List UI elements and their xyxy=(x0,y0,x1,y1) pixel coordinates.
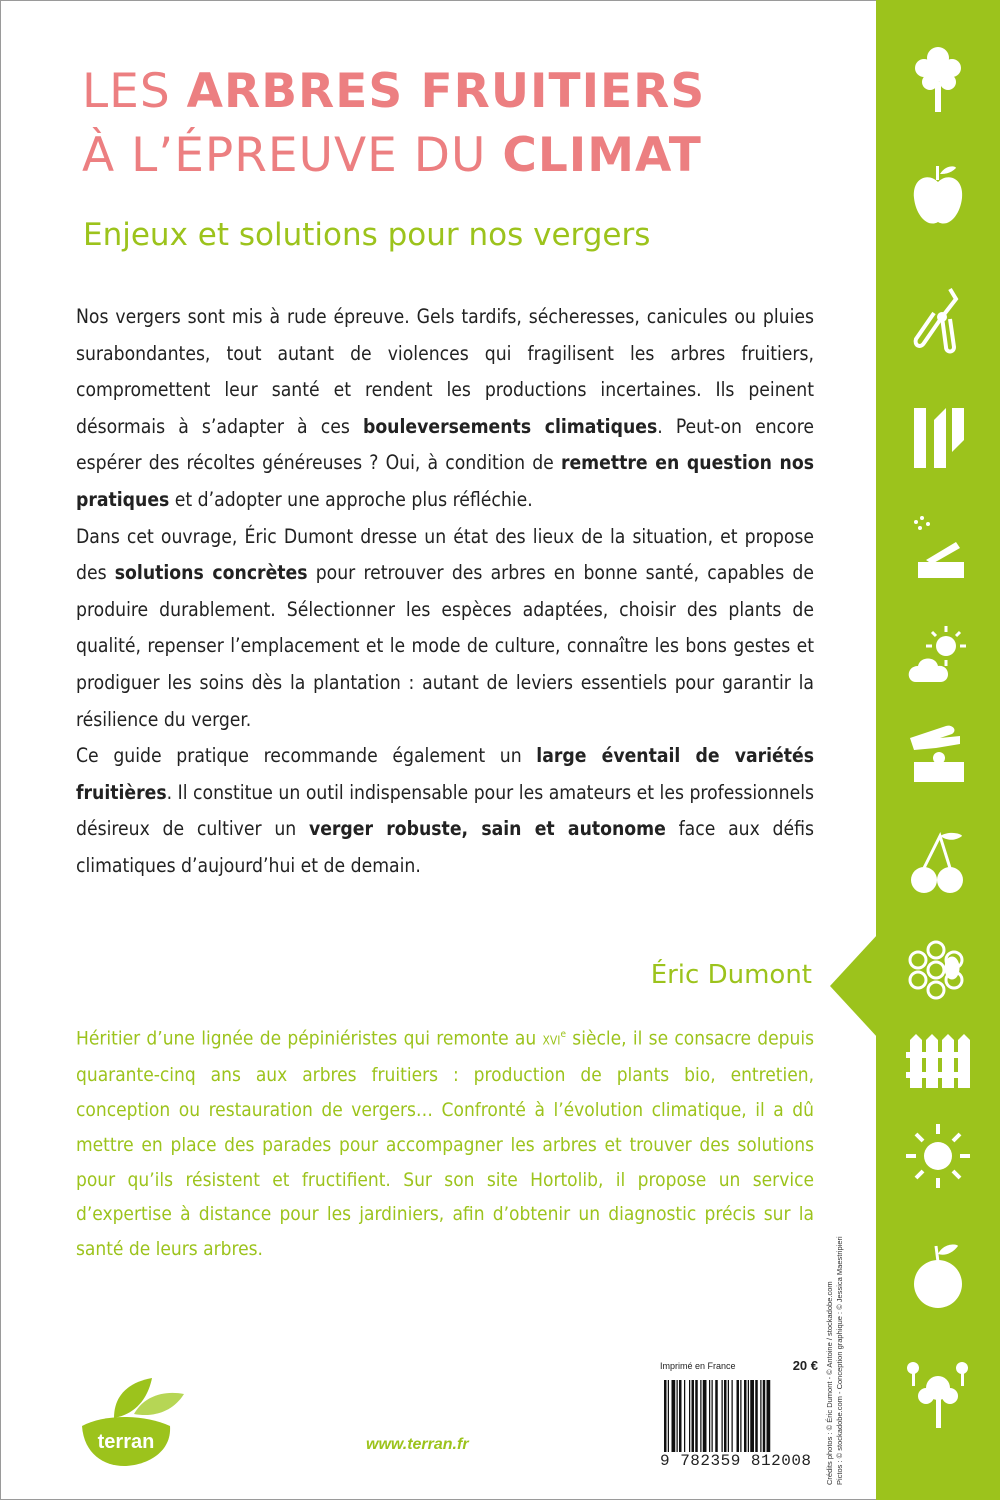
book-subtitle: Enjeux et solutions pour nos vergers xyxy=(83,217,651,253)
barcode-icon xyxy=(660,1380,820,1452)
isbn-number: 9 782359 812008 xyxy=(660,1452,812,1470)
blurb xyxy=(76,299,814,885)
blurb-paragraph-3: Ce guide pratique recommande également un large éventail de variétés fruitières. Il constitue un outil indispensable pour les amateurs et les professionnels désireux de cultiver un verger robuste, sain et autonome face aux défis climatiques d’aujourd’hui et de demain. xyxy=(76,744,814,877)
tree-icon xyxy=(906,42,970,114)
sun-icon xyxy=(906,1120,970,1192)
cherries-icon xyxy=(906,828,970,900)
watering-can-icon xyxy=(906,512,970,584)
peach-icon xyxy=(906,1240,970,1312)
barcode-block xyxy=(660,1356,820,1471)
author-name: Éric Dumont xyxy=(650,960,812,990)
fence-icon xyxy=(906,1020,970,1092)
title-line-2: À L’ÉPREUVE DU CLIMAT xyxy=(82,128,702,183)
author-bio: Héritier d’une lignée de pépiniéristes qui remonte au XVIe siècle, il se consacre depuis quarante-cinq ans aux arbres fruitiers : production de plants bio, entretien, conception ou restauration de vergers… Confronté à l’évolution climatique, il a dû mettre en place des parades pour accompagner les arbres et trouver des solutions pour qu’ils résistent et fructifient. Sur son site Hortolib, il propose un service d’expertise à distance pour les jardiniers, afin d’obtenir un diagnostic précis sur la santé de leurs arbres. xyxy=(76,1027,814,1261)
logo-wordmark: terran xyxy=(97,1431,155,1453)
publisher-url[interactable]: www.terran.fr xyxy=(366,1436,469,1453)
price-label: 20 € xyxy=(792,1358,818,1373)
pruning-shears-icon xyxy=(906,283,970,355)
bee-flower-icon xyxy=(906,932,970,1004)
blurb-paragraph-1: Nos vergers sont mis à rude épreuve. Gels tardifs, sécheresses, canicules ou pluies surabondantes, tout autant de violences qui fragilisent les arbres fruitiers, compromettent leur santé et rendent les productions incertaines. Ils peinent désormais à s’adapter à ces bouleversements climatiques. Peut-on encore espérer des récoltes généreuses ? Oui, à condition de remettre en question nos pratiques et d’adopter une approche plus réfléchie. xyxy=(76,305,815,511)
blurb-paragraph-2: Dans cet ouvrage, Éric Dumont dresse un état des lieux de la situation, et propose des solutions concrètes pour retrouver des arbres en bonne santé, capables de produire durablement. Sélectionner les espèces adaptées, choisir des plants de qualité, repenser l’emplacement et le mode de culture, connaître les bons gestes et prodiguer les soins dès la plantation : autant de leviers essentiels pour garantir la résilience du verger. xyxy=(76,524,815,731)
grafting-icon xyxy=(906,400,970,472)
title-line-1: LES ARBRES FRUITIERS xyxy=(82,64,706,119)
book-title xyxy=(82,60,852,188)
apple-icon xyxy=(906,158,970,230)
hand-seed-icon xyxy=(906,714,970,786)
printed-in-label: Imprimé en France xyxy=(660,1361,736,1371)
sidebar-pointer xyxy=(830,934,878,1038)
terran-logo xyxy=(74,1374,204,1470)
sun-cloud-icon xyxy=(906,618,970,690)
trees-icon xyxy=(906,1358,970,1430)
credits: Crédits photos : © Éric Dumont - © Antoine / stockadobe.com Pictos : © stockadobe.com - Conception graphique : © Jessica Maestripieri xyxy=(825,1236,844,1485)
